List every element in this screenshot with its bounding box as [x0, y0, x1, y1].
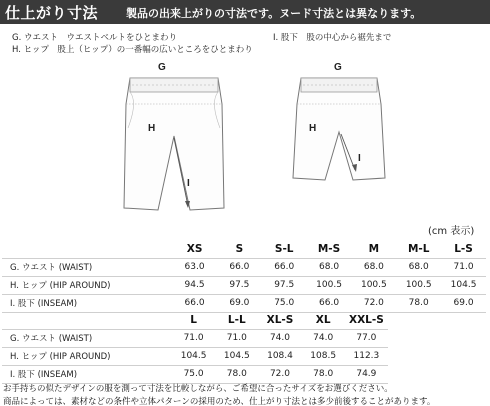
table-cell: 108.5: [302, 347, 345, 365]
definition-waist: G. ウエスト ウエストベルトをひとまわり: [12, 33, 177, 43]
table-cell: 71.0: [172, 329, 215, 347]
table-cell: 68.0: [307, 258, 352, 276]
table-cell: 63.0: [172, 258, 217, 276]
definition-inseam: I. 股下 股の中心から裾先まで: [273, 33, 392, 43]
unit-note: (cm 表示): [428, 226, 475, 237]
table-cell: 66.0: [262, 258, 307, 276]
size-header: L-L: [227, 313, 246, 326]
table-cell: 69.0: [217, 294, 262, 312]
table-cell: 71.0: [215, 329, 258, 347]
table-cell: 100.5: [396, 276, 441, 294]
size-header: XL: [315, 313, 331, 326]
table-cell: 74.0: [258, 329, 301, 347]
table-cell: 100.5: [307, 276, 352, 294]
size-table-1: [2, 240, 486, 313]
row-label: G. ウエスト (WAIST): [2, 329, 172, 347]
table-cell: 71.0: [441, 258, 486, 276]
table-cell: 68.0: [396, 258, 441, 276]
row-label: I. 股下 (INSEAM): [2, 365, 172, 383]
short-pants-diagram: [289, 58, 389, 188]
size-header-row: [2, 311, 388, 329]
table-cell: 97.5: [262, 276, 307, 294]
size-header: M-L: [407, 242, 430, 255]
table-cell: 104.5: [215, 347, 258, 365]
table-cell: 72.0: [351, 294, 396, 312]
long-pants-diagram: [118, 58, 230, 216]
size-header: XS: [186, 242, 203, 255]
table-cell: 100.5: [351, 276, 396, 294]
short-pants-outline: [293, 78, 385, 180]
table-cell: 77.0: [345, 329, 388, 347]
table-row-inseam: [2, 365, 388, 383]
table-cell: 66.0: [172, 294, 217, 312]
table-cell: 108.4: [258, 347, 301, 365]
long-pants-outline: [124, 78, 224, 210]
size-header: S-L: [274, 242, 294, 255]
table-cell: 74.0: [302, 329, 345, 347]
size-header: L-S: [454, 242, 473, 255]
table-cell: 104.5: [441, 276, 486, 294]
short-label-i: I: [358, 153, 361, 164]
table-cell: 68.0: [351, 258, 396, 276]
size-header: S: [235, 242, 244, 255]
table-row-hip: [2, 347, 388, 365]
long-label-i: I: [187, 178, 190, 189]
table-cell: 94.5: [172, 276, 217, 294]
size-table-2: [2, 311, 388, 384]
table-cell: 78.0: [215, 365, 258, 383]
long-label-h: H: [148, 123, 156, 134]
table-cell: 66.0: [307, 294, 352, 312]
footnote-1: お手持ちの似たデザインの服を測って寸法を比較しながら、ご希望に合ったサイズをお選びください。: [3, 384, 393, 394]
table-cell: 66.0: [217, 258, 262, 276]
size-header: XL-S: [266, 313, 294, 326]
size-header: L: [190, 313, 197, 326]
table-cell: 75.0: [172, 365, 215, 383]
table-row-waist: [2, 258, 486, 276]
table-row-waist: [2, 329, 388, 347]
table-cell: 104.5: [172, 347, 215, 365]
page-subtitle: 製品の出来上がりの寸法です。ヌード寸法とは異なります。: [126, 7, 422, 20]
footnote-2: 商品によっては、素材などの条件や立体パターンの採用のため、仕上がり寸法とは多少前後することがあります。: [3, 397, 436, 406]
header-bar: [0, 0, 490, 24]
table-cell: 78.0: [302, 365, 345, 383]
definition-hip: H. ヒップ 股上（ヒップ）の一番幅の広いところをひとまわり: [12, 45, 253, 55]
table-row-hip: [2, 276, 486, 294]
table-row-inseam: [2, 294, 486, 312]
long-label-g: G: [158, 62, 166, 73]
short-label-g: G: [334, 62, 342, 73]
short-label-h: H: [309, 123, 317, 134]
size-header: M-S: [317, 242, 341, 255]
table-cell: 112.3: [345, 347, 388, 365]
table-cell: 78.0: [396, 294, 441, 312]
row-label: H. ヒップ (HIP AROUND): [2, 347, 172, 365]
row-label: I. 股下 (INSEAM): [2, 294, 172, 312]
size-header-blank: [2, 240, 172, 258]
table-cell: 97.5: [217, 276, 262, 294]
size-header-blank: [2, 311, 172, 329]
table-cell: 74.9: [345, 365, 388, 383]
table-cell: 72.0: [258, 365, 301, 383]
page-title: 仕上がり寸法: [5, 4, 99, 22]
size-header-row: [2, 240, 486, 258]
size-header: XXL-S: [348, 313, 384, 326]
table-cell: 75.0: [262, 294, 307, 312]
table-cell: 69.0: [441, 294, 486, 312]
size-header: M: [368, 242, 380, 255]
row-label: H. ヒップ (HIP AROUND): [2, 276, 172, 294]
row-label: G. ウエスト (WAIST): [2, 258, 172, 276]
